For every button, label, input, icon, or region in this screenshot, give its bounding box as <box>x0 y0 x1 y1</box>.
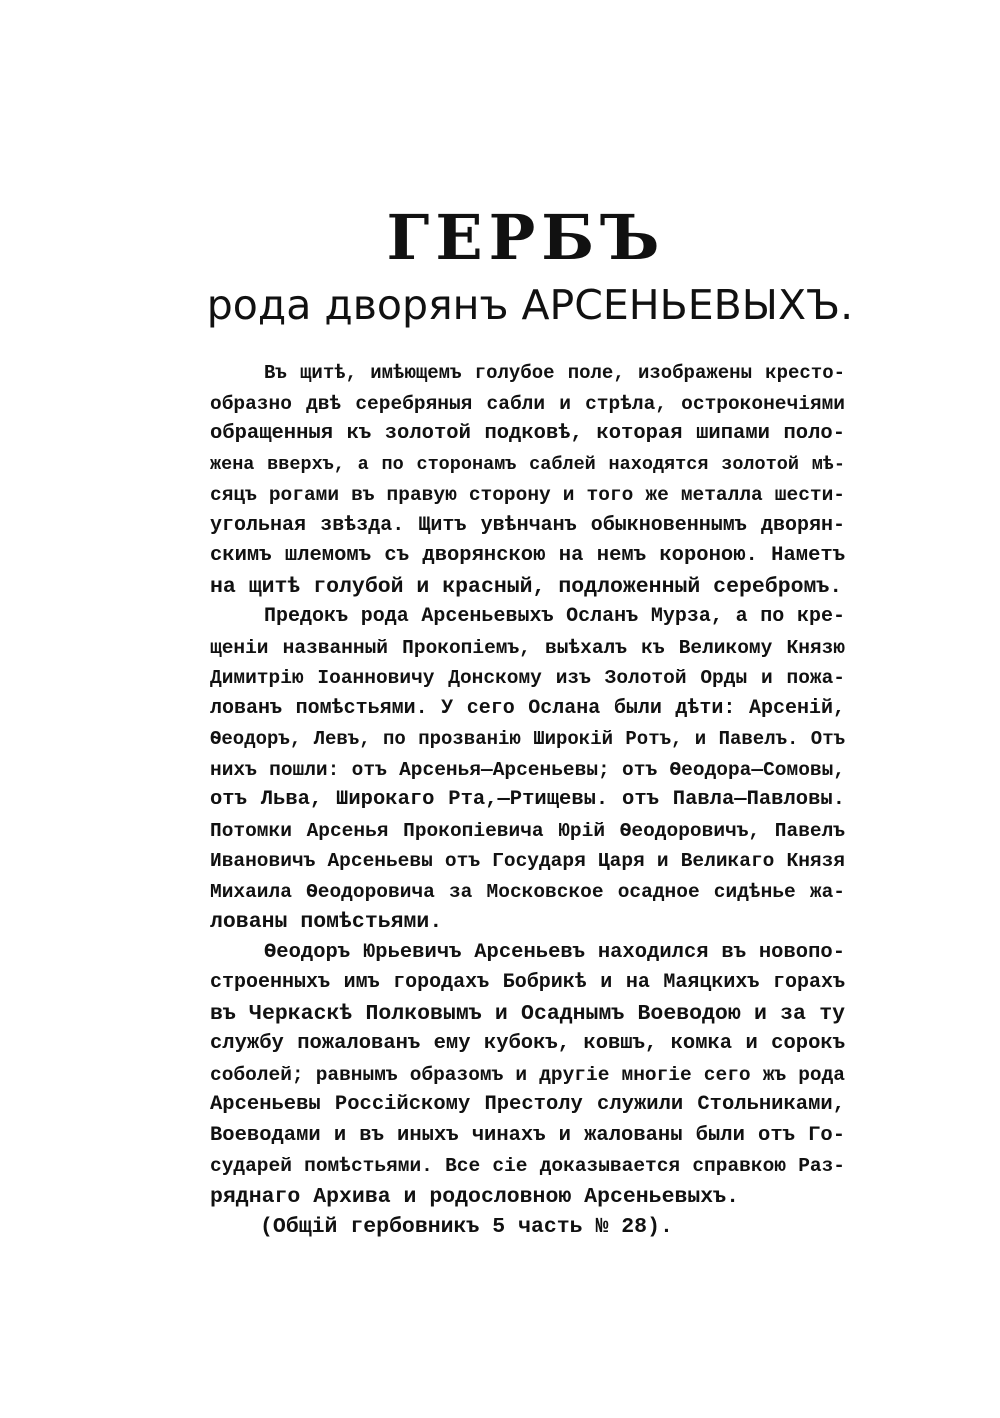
body-text <box>210 358 845 1243</box>
text-line: строенныхъ имъ городахъ Бобрикѣ и на Маяцкихъ горахъ <box>210 971 845 994</box>
text-line: Ѳеодоръ Юрьевичъ Арсеньевъ находился въ новопо- <box>264 940 845 964</box>
text-line: въ Черкаскѣ Полковымъ и Осаднымъ Воеводою и за ту <box>210 1001 845 1026</box>
text-line: службу пожалованъ ему кубокъ, ковшъ, комка и сорокъ <box>210 1032 845 1055</box>
reference-line: (Общій гербовникъ 5 часть № 28). <box>260 1215 673 1239</box>
text-line: угольная звѣзда. Щитъ увѣнчанъ обыкновеннымъ дворян- <box>210 513 845 537</box>
page-subtitle: рода дворянъ АРСЕНЬЕВЫХЪ. <box>206 281 854 329</box>
text-line: образно двѣ серебряныя сабли и стрѣла, остроконечіями <box>210 392 845 415</box>
text-line: нихъ пошли: отъ Арсенья—Арсеньевы; отъ Ѳеодора—Сомовы, <box>210 758 845 781</box>
text-line: лованъ помѣстьями. У сего Ослана были дѣти: Арсеній, <box>210 696 845 720</box>
paragraph-family-origin <box>210 602 845 938</box>
text-line: Михаила Ѳеодоровича за Московское осадное сидѣнье жа- <box>210 880 845 903</box>
text-line: Потомки Арсенья Прокопіевича Юрій Ѳеодоровичъ, Павелъ <box>210 819 845 842</box>
text-line: на щитѣ голубой и красный, подложенный серебромъ. <box>210 574 843 599</box>
text-line: скимъ шлемомъ съ дворянскою на немъ короною. Наметъ <box>210 544 845 567</box>
page-title: ГЕРБЪ <box>386 201 666 274</box>
text-line: Въ щитѣ, имѣющемъ голубое поле, изображены кресто- <box>264 362 845 384</box>
text-line: соболей; равнымъ образомъ и другіе многіе сего жъ рода <box>210 1063 845 1086</box>
text-line: Предокъ рода Арсеньевыхъ Осланъ Мурза, а по кре- <box>264 605 845 628</box>
text-line: Арсеньевы Россійскому Престолу служили Стольниками, <box>210 1093 845 1116</box>
text-line: сяцъ рогами въ правую сторону и того же металла шести- <box>210 484 845 506</box>
text-line: Воеводами и въ иныхъ чинахъ и жалованы были отъ Го- <box>210 1123 845 1147</box>
text-line: Ѳеодоръ, Левъ, по прозванію Широкій Ротъ, и Павелъ. Отъ <box>210 728 845 750</box>
text-line: Димитрію Іоанновичу Донскому изъ Золотой Орды и пожа- <box>210 667 845 689</box>
text-line: отъ Льва, Широкаго Рта,—Ртищевы. отъ Павла—Павловы. <box>210 788 845 811</box>
paragraph-coat-of-arms-description <box>210 358 845 602</box>
text-line: жена вверхъ, а по сторонамъ саблей находятся золотой мѣ- <box>210 453 845 475</box>
reference-note <box>210 1212 845 1243</box>
text-line: сударей помѣстьями. Все сіе доказывается справкою Раз- <box>210 1155 845 1177</box>
text-line: обращенныя къ золотой подковѣ, которая шипами поло- <box>210 422 845 445</box>
text-line: Ивановичъ Арсеньевы отъ Государя Царя и Великаго Князя <box>210 850 845 872</box>
text-line: ряднаго Архива и родословною Арсеньевыхъ. <box>210 1184 739 1209</box>
text-line: щеніи названный Прокопіемъ, выѣхалъ къ Великому Князю <box>210 636 845 659</box>
paragraph-family-service <box>210 938 845 1213</box>
text-line: лованы помѣстьями. <box>210 910 443 934</box>
